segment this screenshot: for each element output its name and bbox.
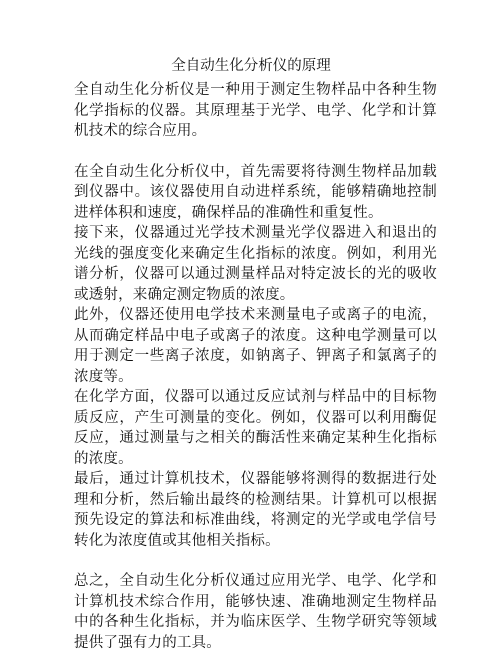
document-title: 全自动生化分析仪的原理 <box>171 58 331 74</box>
paragraph-optics: 接下来，仪器通过光学技术测量光学仪器进入和退出的光线的强度变化来确定生化指标的浓度。例如，利用光谱分析，仪器可以通过测量样品对特定波长的光的吸收或透射，来确定测定物质的浓度。 <box>74 225 437 303</box>
paragraph-sampling: 在全自动生化分析仪中，首先需要将待测生物样品加载到仪器中。该仪器使用自动进样系统，能够精确地控制进样体积和速度，确保样品的准确性和重复性。 <box>74 163 437 221</box>
document-body <box>74 80 437 653</box>
paragraph-computing: 最后，通过计算机技术，仪器能够将测得的数据进行处理和分析，然后输出最终的检测结果。计算机可以根据预先设定的算法和标准曲线，将测定的光学或电学信号转化为浓度值或其他相关指标。 <box>74 471 437 549</box>
paragraph-summary: 总之，全自动生化分析仪通过应用光学、电学、化学和计算机技术综合作用，能够快速、准确地测定生物样品中的各种生化指标，并为临床医学、生物学研究等领域提供了强有力的工具。 <box>74 573 437 651</box>
paragraph-electrical: 此外，仪器还使用电学技术来测量电子或离子的电流，从而确定样品中电子或离子的浓度。这种电学测量可以用于测定一些离子浓度，如钠离子、钾离子和氯离子的浓度等。 <box>74 307 437 385</box>
paragraph-gap <box>74 142 437 162</box>
paragraph-intro: 全自动生化分析仪是一种用于测定生物样品中各种生物化学指标的仪器。其原理基于光学、电学、化学和计算机技术的综合应用。 <box>74 82 437 139</box>
paragraph-chemistry: 在化学方面，仪器可以通过反应试剂与样品中的目标物质反应，产生可测量的变化。例如，仪器可以利用酶促反应，通过测量与之相关的酶活性来确定某种生化指标的浓度。 <box>74 389 437 467</box>
paragraph-gap <box>74 551 437 571</box>
